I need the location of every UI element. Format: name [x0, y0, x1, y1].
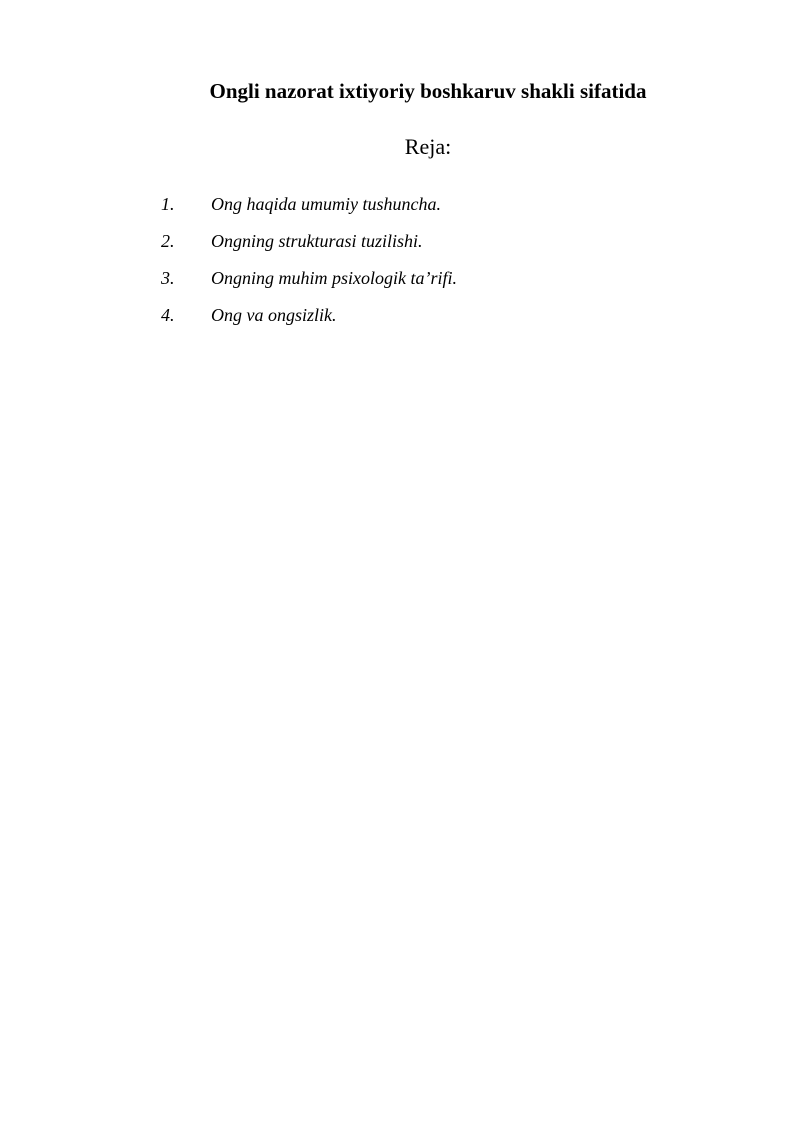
plan-item-text: Ongning strukturasi tuzilishi. — [211, 231, 423, 251]
plan-item — [161, 297, 457, 334]
plan-item-text: Ong va ongsizlik. — [211, 305, 337, 325]
plan-item-text: Ong haqida umumiy tushuncha. — [211, 194, 441, 214]
plan-heading: Reja: — [404, 134, 452, 159]
document-title: Ongli nazorat ixtiyoriy boshkaruv shakli sifatida — [209, 79, 647, 103]
plan-item-number: 2. — [161, 231, 175, 251]
plan-item-number: 4. — [161, 305, 175, 325]
plan-item-number: 1. — [161, 194, 175, 214]
plan-list — [161, 186, 457, 334]
plan-item — [161, 223, 457, 260]
plan-item — [161, 186, 457, 223]
plan-item — [161, 260, 457, 297]
plan-item-text: Ongning muhim psixologik ta’rifi. — [211, 268, 457, 288]
plan-item-number: 3. — [161, 268, 175, 288]
